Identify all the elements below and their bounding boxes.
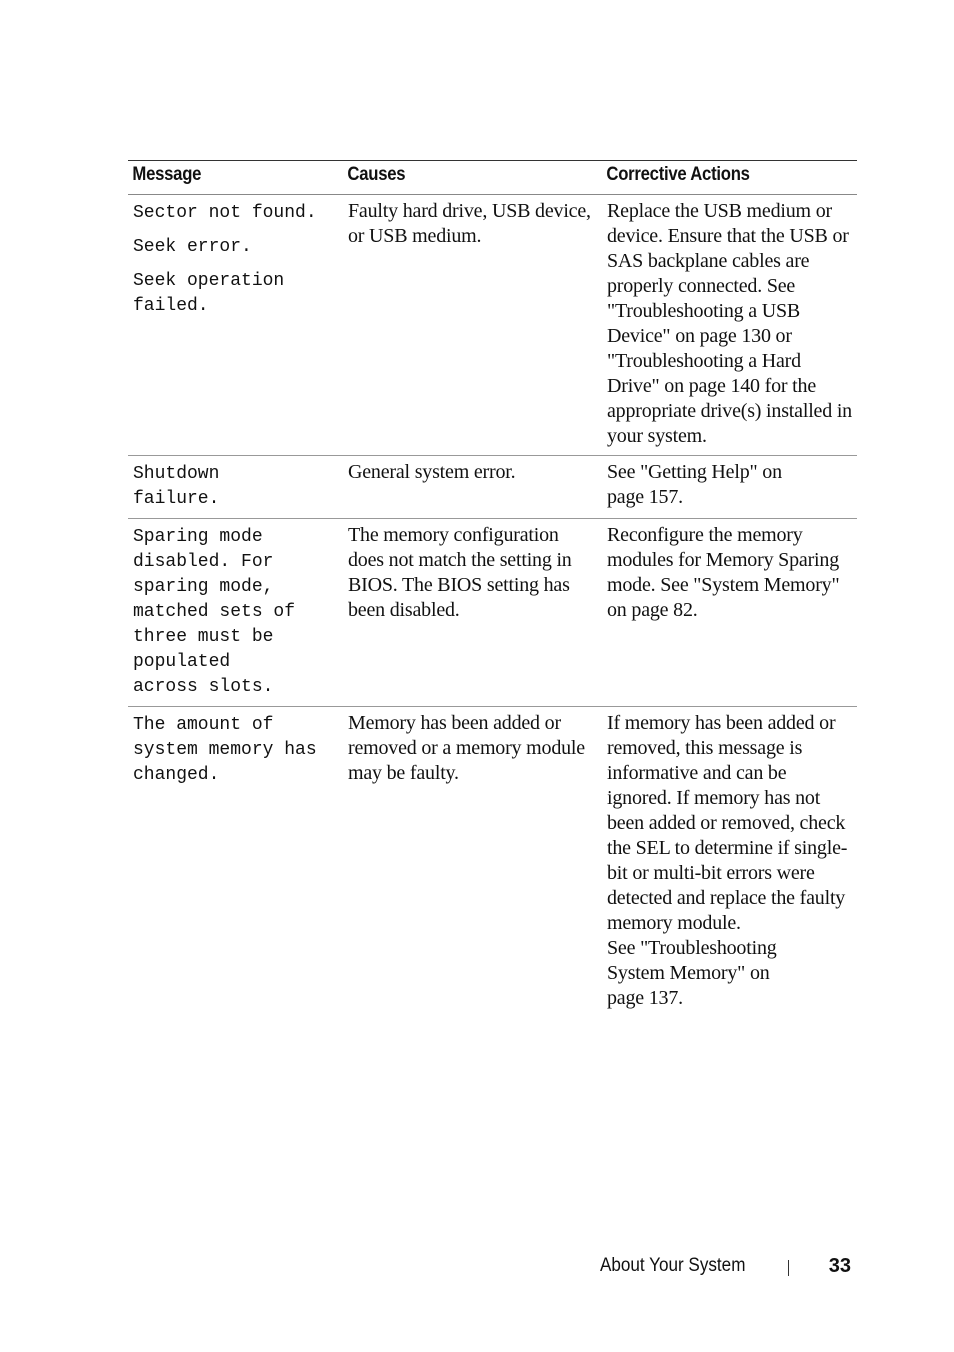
header-message: Message <box>132 164 202 185</box>
message-line: Shutdown failure. <box>133 464 231 509</box>
causes-text: The memory configuration does not match the setting in BIOS. The BIOS setting has been disabled. <box>348 524 572 621</box>
page-number: 33 <box>828 1255 851 1277</box>
message-line: The amount of system memory has changed. <box>133 715 328 785</box>
header-causes: Causes <box>347 164 406 185</box>
actions-cell <box>602 456 857 519</box>
footer-divider <box>788 1260 789 1276</box>
causes-cell <box>343 519 602 707</box>
actions-text: Replace the USB medium or device. Ensure that the USB or SAS backplane cables are properly connected. See "Troubleshooting a USB Device" on page 130 or "Troubleshooting a Hard Drive" on page 140 for the appropriate drive(s) installed in your system. <box>607 200 852 447</box>
actions-cell <box>602 519 857 707</box>
message-line: Seek operation failed. <box>133 271 296 316</box>
causes-cell <box>343 456 602 519</box>
message-cell <box>128 456 343 519</box>
actions-text: See "Troubleshooting System Memory" on page 137. <box>607 937 777 1009</box>
causes-text: Faulty hard drive, USB device, or USB medium. <box>348 200 591 247</box>
actions-text: If memory has been added or removed, this message is informative and can be ignored. If memory has not been added or removed, check the SEL to determine if single-bit or multi-bit errors were detected and replace the faulty memory module. <box>607 712 848 934</box>
header-corrective-actions: Corrective Actions <box>606 164 750 185</box>
table-row <box>128 519 857 707</box>
causes-text: General system error. <box>348 461 516 483</box>
table-row <box>128 456 857 519</box>
causes-cell <box>343 195 602 456</box>
table-row <box>128 707 857 1018</box>
actions-text: Reconfigure the memory modules for Memory Sparing mode. See "System Memory" on page 82. <box>607 524 840 621</box>
table-header-row <box>128 161 857 195</box>
message-line: Seek error. <box>133 237 252 257</box>
actions-cell <box>602 195 857 456</box>
message-line: Sector not found. <box>133 203 317 223</box>
error-message-table <box>128 160 857 1017</box>
page-footer <box>600 1255 857 1281</box>
message-cell <box>128 707 343 1018</box>
message-cell <box>128 519 343 707</box>
footer-section-title: About Your System <box>600 1255 746 1276</box>
table-row <box>128 195 857 456</box>
actions-text: See "Getting Help" on page 157. <box>607 461 782 508</box>
causes-cell <box>343 707 602 1018</box>
actions-cell <box>602 707 857 1018</box>
message-cell <box>128 195 343 456</box>
causes-text: Memory has been added or removed or a memory module may be faulty. <box>348 712 585 784</box>
message-line: Sparing mode disabled. For sparing mode, matched sets of three must be populated across slots. <box>133 527 306 697</box>
